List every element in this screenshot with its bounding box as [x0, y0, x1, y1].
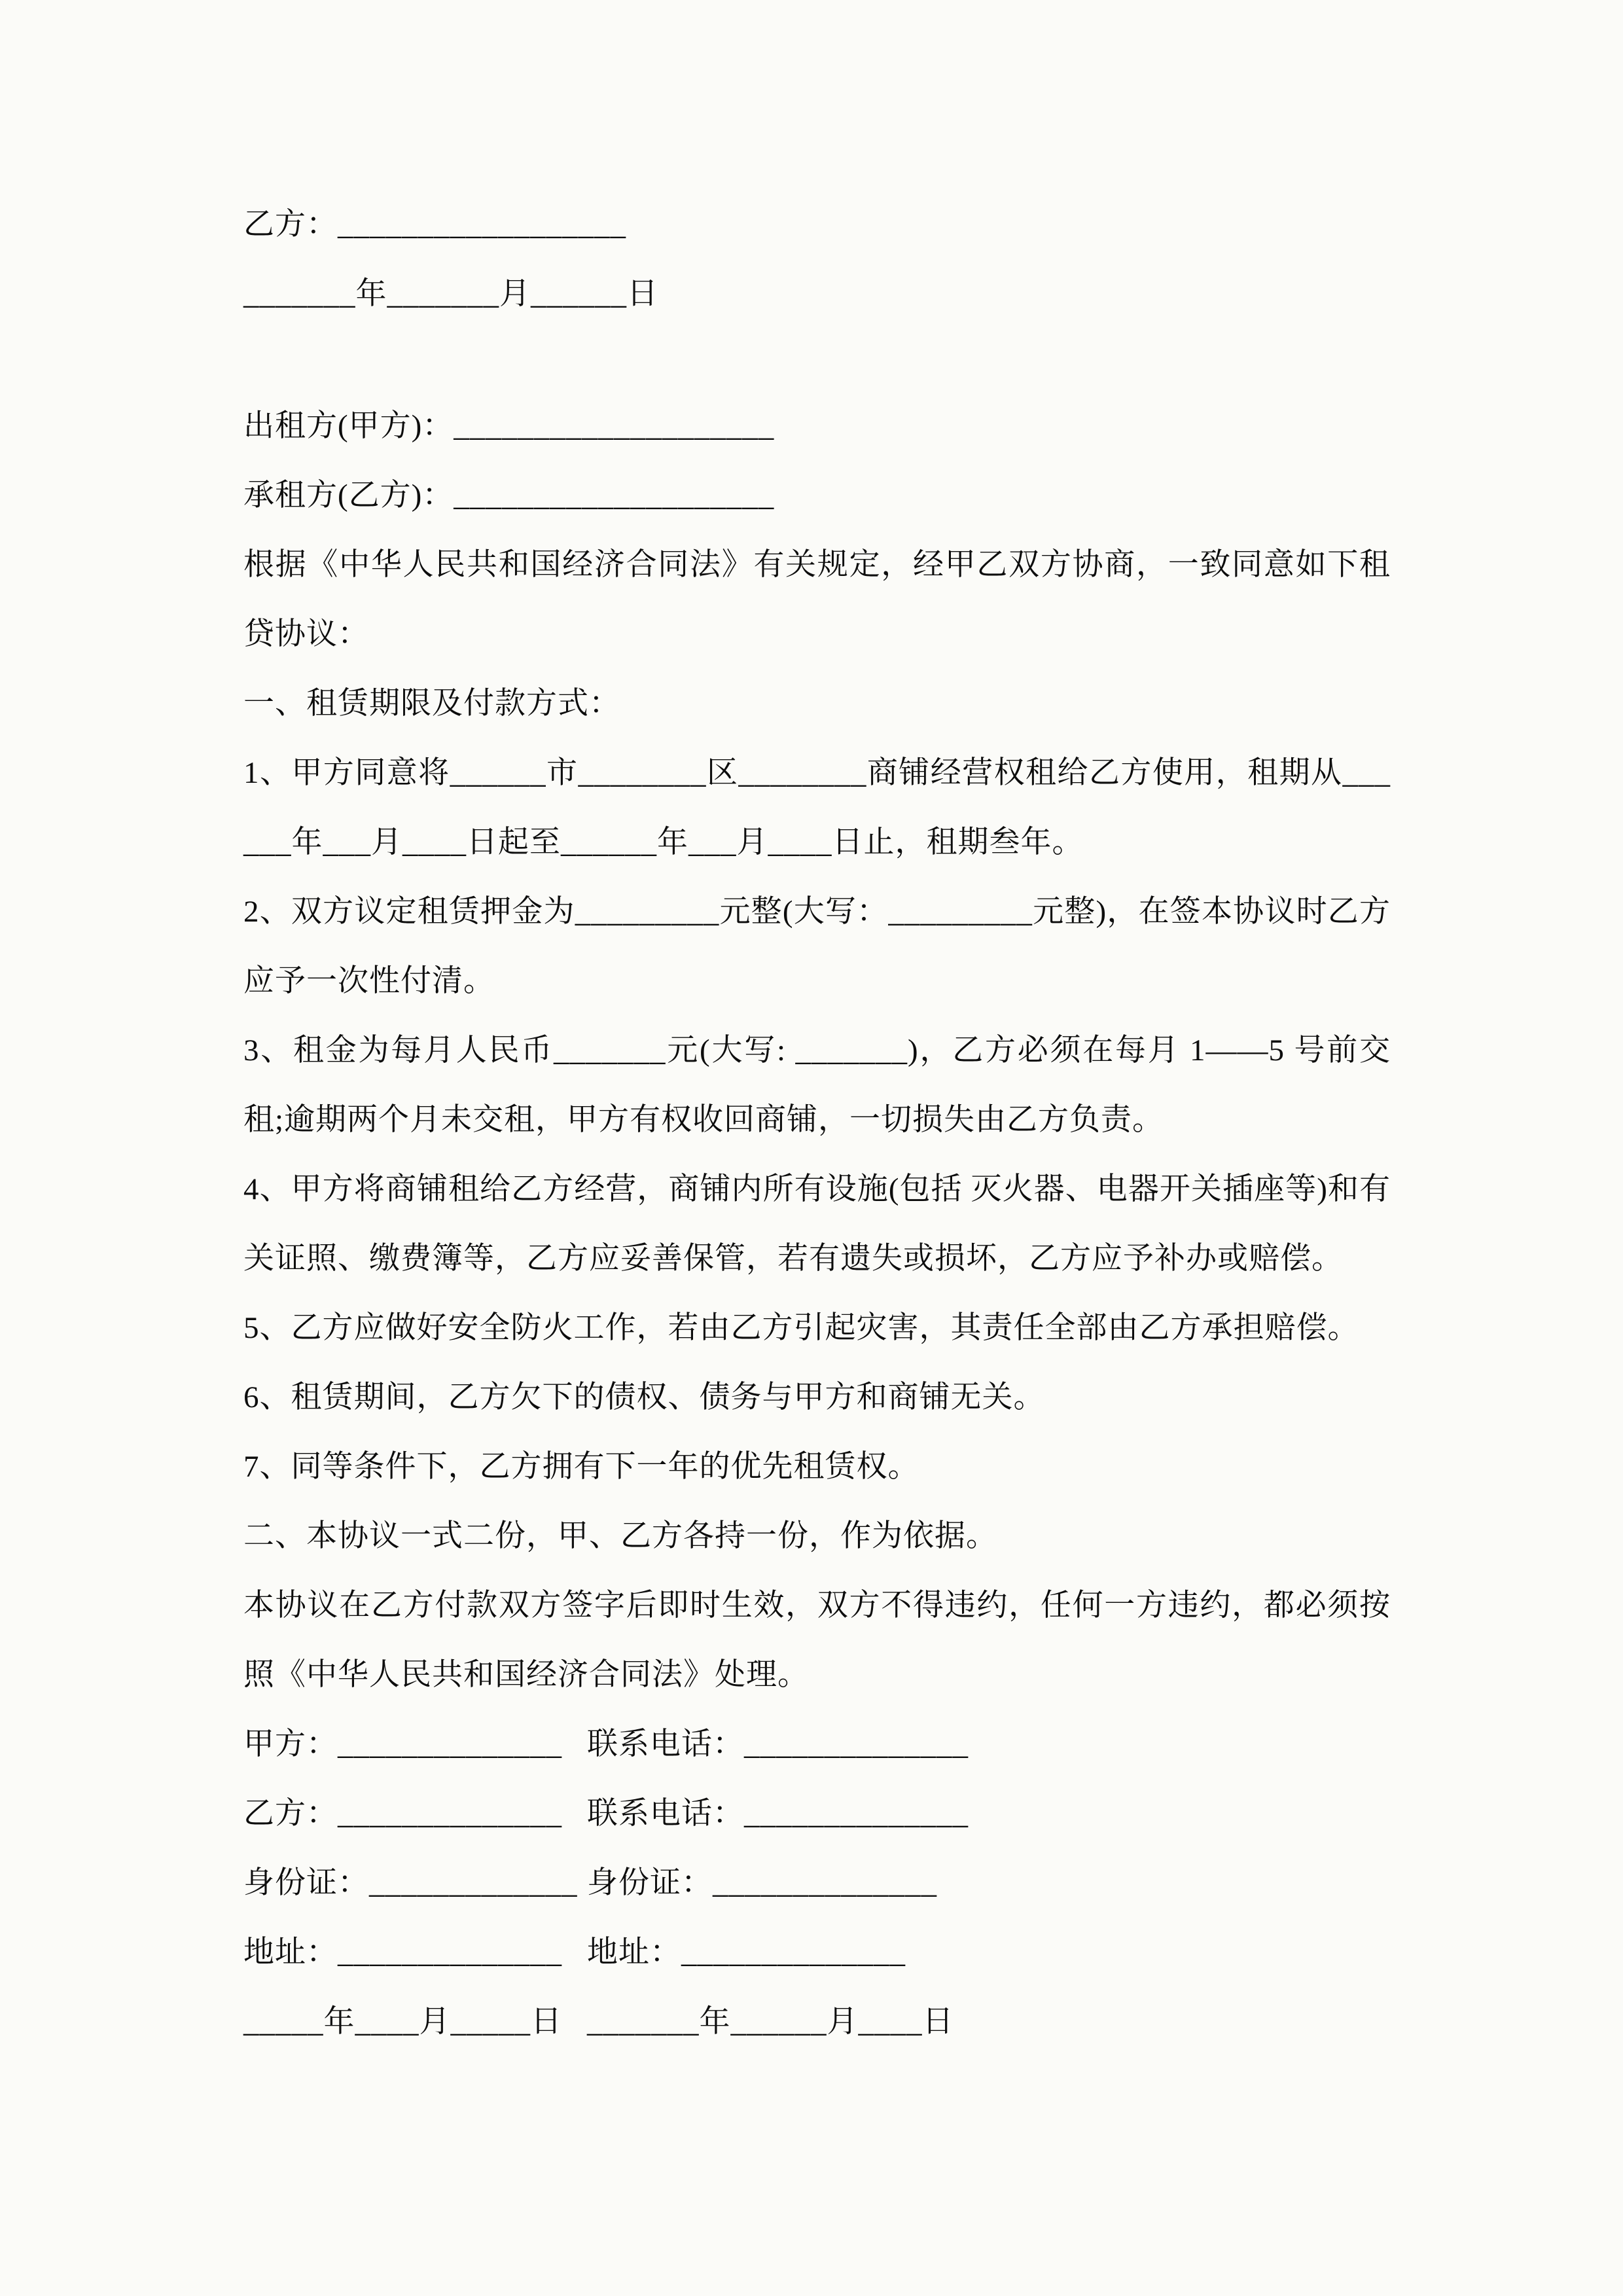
- signature-row-party-a: [243, 1710, 1391, 1779]
- clause-6: 6、租赁期间，乙方欠下的债权、债务与甲方和商铺无关。: [243, 1380, 1045, 1414]
- clause-5: 5、乙方应做好安全防火工作，若由乙方引起灾害，其责任全部由乙方承担赔偿。: [243, 1311, 1359, 1345]
- clause-7: 7、同等条件下，乙方拥有下一年的优先租赁权。: [243, 1450, 919, 1484]
- party-a-address-line: 地址：______________: [243, 1935, 562, 1969]
- party-b-phone-line: 联系电话：______________: [587, 1797, 969, 1831]
- lessee-line: 承租方(乙方)：____________________: [243, 478, 775, 512]
- party-b-address-line: 地址：______________: [587, 1935, 906, 1969]
- closing-paragraph: 本协议在乙方付款双方签字后即时生效，双方不得违约，任何一方违约，都必须按照《中华人民共和国经济合同法》处理。: [243, 1588, 1391, 1692]
- clause-2: 2、双方议定租赁押金为_________元整(大写：_________元整)，在签本协议时乙方应予一次性付清。: [243, 895, 1391, 998]
- party-b-signature-line: 乙方：__________________: [243, 207, 626, 242]
- party-b-id-line: 身份证：______________: [587, 1866, 937, 1900]
- clause-4: 4、甲方将商铺租给乙方经营，商铺内所有设施(包括 灭火器、电器开关插座等)和有关证照、缴费簿等，乙方应妥善保管，若有遗失或损坏，乙方应予补办或赔偿。: [243, 1172, 1391, 1276]
- signature-row-party-b: [243, 1779, 1391, 1848]
- clause-1: 1、甲方同意将______市________区________商铺经营权租给乙方使用，租期从______年___月____日起至______年___月____日止，租期叁年。: [243, 756, 1391, 859]
- top-date-line: _______年_______月______日: [243, 277, 658, 311]
- party-a-phone-line: 联系电话：______________: [587, 1727, 969, 1761]
- section-1-title: 一、租赁期限及付款方式：: [243, 687, 620, 721]
- signature-row-addresses: [243, 1918, 1391, 1987]
- section-2-title: 二、本协议一式二份，甲、乙方各持一份，作为依据。: [243, 1519, 997, 1553]
- party-a-id-line: 身份证：_____________: [243, 1866, 578, 1900]
- signature-date-row: [243, 1987, 1391, 2056]
- party-a-name-line: 甲方：______________: [243, 1727, 562, 1761]
- party-a-date-line: _____年____月_____日: [243, 2005, 562, 2039]
- signature-row-id-cards: [243, 1848, 1391, 1918]
- lessor-line: 出租方(甲方)：____________________: [243, 409, 775, 443]
- party-b-name-line: 乙方：______________: [243, 1797, 562, 1831]
- party-b-date-line: _______年______月____日: [587, 2005, 954, 2039]
- intro-paragraph: 根据《中华人民共和国经济合同法》有关规定，经甲乙双方协商，一致同意如下租贷协议：: [243, 548, 1391, 651]
- clause-3: 3、租金为每月人民币_______元(大写: _______)，乙方必须在每月 1——5 号前交租;逾期两个月未交租，甲方有权收回商铺，一切损失由乙方负责。: [243, 1033, 1391, 1137]
